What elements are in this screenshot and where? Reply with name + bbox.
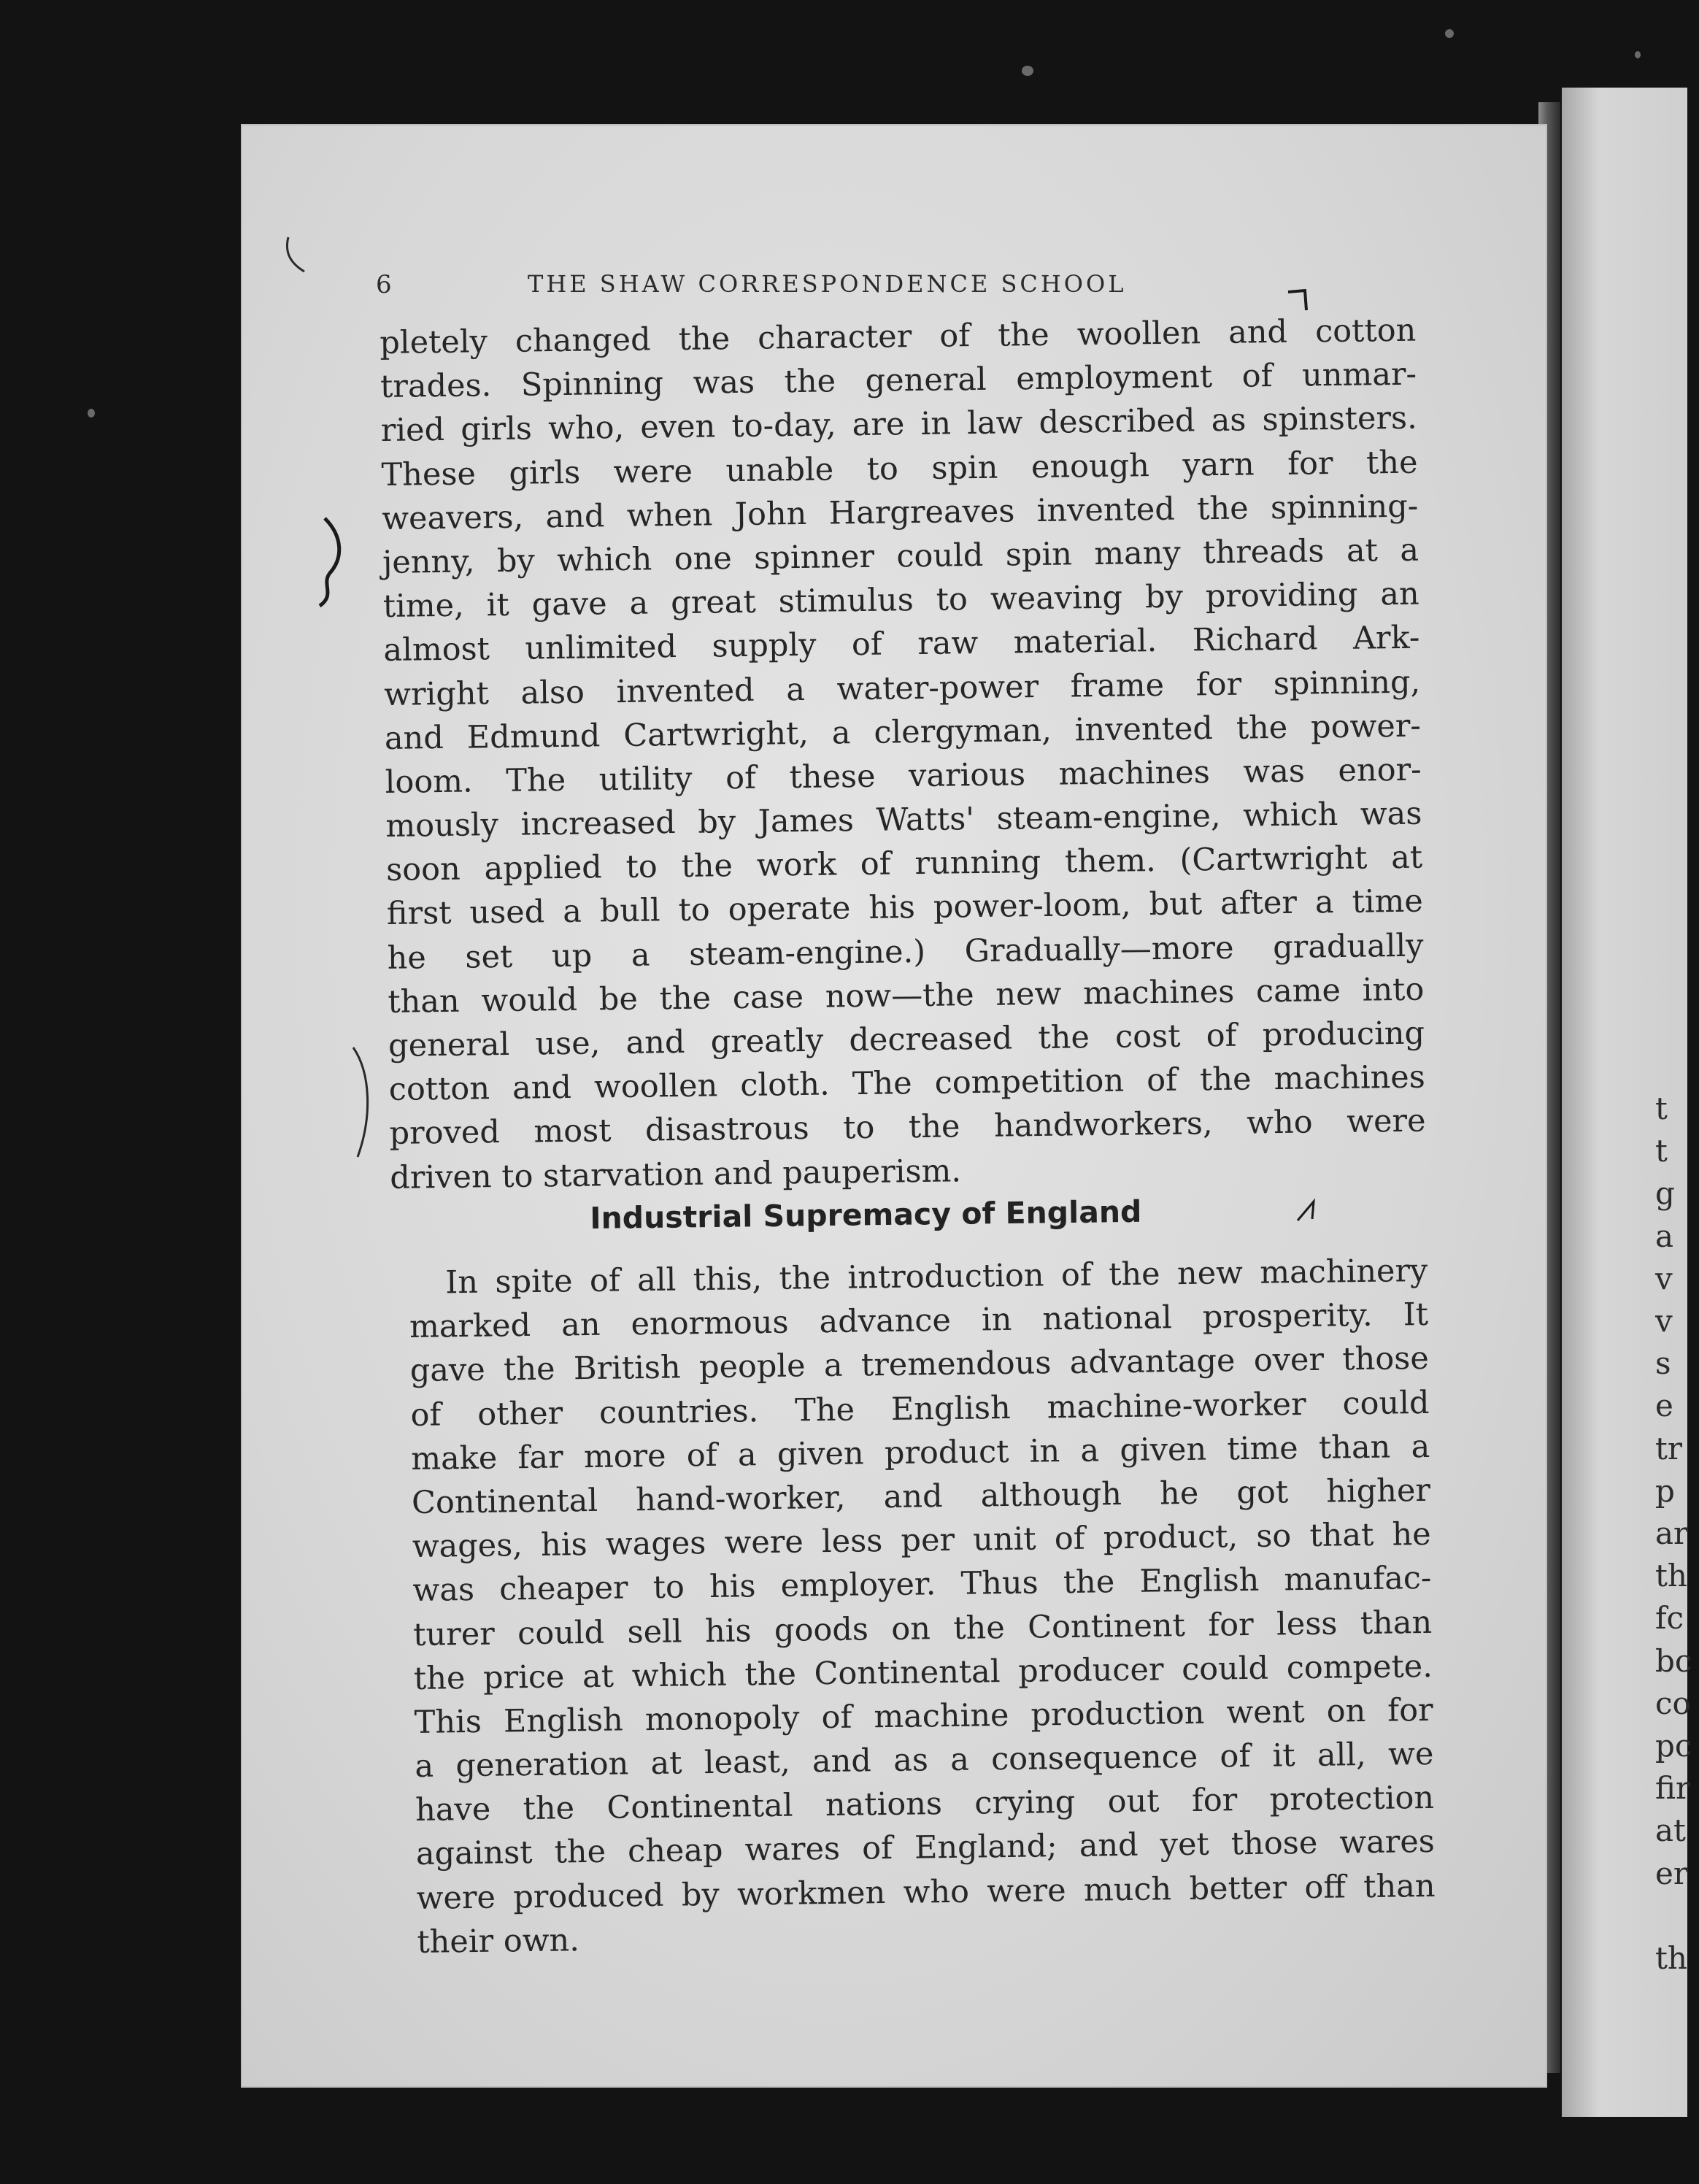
film-speck [88,409,95,418]
text-line: cotton and woollen cloth. The competition of the machines [388,1058,1426,1109]
paragraph-2 [409,1249,1436,1964]
text-line: was cheaper to his employer. Thus the English manufac- [412,1560,1432,1610]
film-speck [1022,66,1033,76]
facing-page-fragment: tr [1655,1430,1682,1466]
text-line: weavers, and when John Hargreaves invented the spinning- [382,488,1419,537]
text-line: soon applied to the work of running them. (Cartwright at [385,839,1423,889]
page-number: 6 [376,270,393,299]
facing-page-fragment: th [1655,1940,1687,1977]
text-line: of other countries. The English machine-worker could [410,1384,1430,1434]
facing-page-fragment: bc [1655,1642,1692,1679]
text-line: These girls were unable to spin enough yarn for the [381,444,1418,493]
text-line: general use, and greatly decreased the cost of producing [388,1015,1425,1064]
margin-bracket-mark [314,515,350,610]
facing-page-fragment: at [1655,1812,1686,1849]
text-line: mously increased by James Watts' steam-engine, which was [385,795,1422,845]
margin-arrow-mark [1284,285,1314,314]
facing-page-fragment: s [1655,1345,1671,1382]
text-line: the price at which the Continental producer could compete. [413,1647,1433,1697]
facing-page-fragment: fc [1655,1600,1684,1637]
text-line: In spite of all this, the introduction of the new machinery [445,1252,1428,1301]
text-line: turer could sell his goods on the Continent for less than [412,1604,1433,1653]
facing-page-fragment: v [1655,1303,1673,1339]
section-heading: Industrial Supremacy of England [590,1193,1142,1236]
text-line: have the Continental nations crying out for protection [415,1780,1435,1829]
text-line: and Edmund Cartwright, a clergyman, invented the power- [384,707,1422,757]
text-line: almost unlimited supply of raw material. Richard Ark- [383,619,1420,669]
facing-page-fragment: g [1655,1175,1675,1212]
running-title: THE SHAW CORRESPONDENCE SCHOOL [528,270,1127,298]
text-line: time, it gave a great stimulus to weaving by providing an [382,575,1419,626]
text-line: pletely changed the character of the woollen and cotton [380,312,1417,361]
text-line: driven to starvation and pauperism. [390,1152,962,1196]
text-line: a generation at least, and as a consequence of it all, we [415,1735,1434,1785]
margin-tick-mark [281,234,310,277]
text-line: wages, his wages were less per unit of product, so that he [412,1516,1431,1566]
margin-arrow-mark [1292,1197,1321,1226]
text-line: trades. Spinning was the general employment of unmar- [380,355,1417,406]
text-line: than would be the case now—the new machines came into [388,971,1425,1020]
text-line: proved most disastrous to the handworkers, who were [389,1102,1426,1153]
text-line: ried girls who, even to-day, are in law described as spinsters. [380,400,1418,450]
film-speck [1635,51,1641,58]
facing-page-fragment: a [1655,1218,1674,1254]
text-line: This English monopoly of machine production went on for [414,1691,1433,1741]
facing-page-fragment: pc [1655,1728,1692,1764]
text-line: wright also invented a water-power frame for spinning, [383,664,1421,713]
text-line: jenny, by which one spinner could spin many threads at a [382,531,1419,581]
text-line: against the cheap wares of England; and yet those wares [415,1823,1436,1873]
text-line: make far more of a given product in a given time than a [411,1428,1430,1477]
facing-page-fragment: ar [1655,1515,1689,1552]
facing-page-fragment: t [1655,1091,1668,1126]
facing-page-fragment: th [1655,1558,1687,1594]
facing-page-fragment: co [1655,1685,1691,1721]
text-line: he set up a steam-engine.) Gradually—more gradually [387,927,1424,977]
margin-bracket-mark [349,1044,378,1161]
text-line: Continental hand-worker, and although he got higher [411,1472,1431,1521]
text-line: marked an enormous advance in national prosperity. It [409,1296,1429,1346]
text-line: first used a bull to operate his power-loom, but after a time [386,883,1424,933]
text-line: gave the British people a tremendous advantage over those [409,1340,1430,1390]
facing-page-fragment: p [1655,1472,1675,1509]
facing-page-text [1655,1088,1699,1980]
facing-page-fragment: v [1655,1260,1673,1296]
film-speck [1445,29,1454,38]
facing-page-fragment: er [1655,1855,1688,1891]
facing-page-fragment: e [1655,1388,1673,1424]
text-line: their own. [417,1922,580,1961]
facing-page [1562,88,1692,2117]
text-line: loom. The utility of these various machines was enor- [385,751,1422,801]
facing-page-fragment: fir [1655,1770,1691,1807]
facing-page-fragment: t [1655,1133,1668,1169]
text-line: were produced by workmen who were much better off than [416,1867,1436,1917]
facing-page-fragment [1655,1895,1699,1937]
paragraph-1 [380,309,1427,1200]
